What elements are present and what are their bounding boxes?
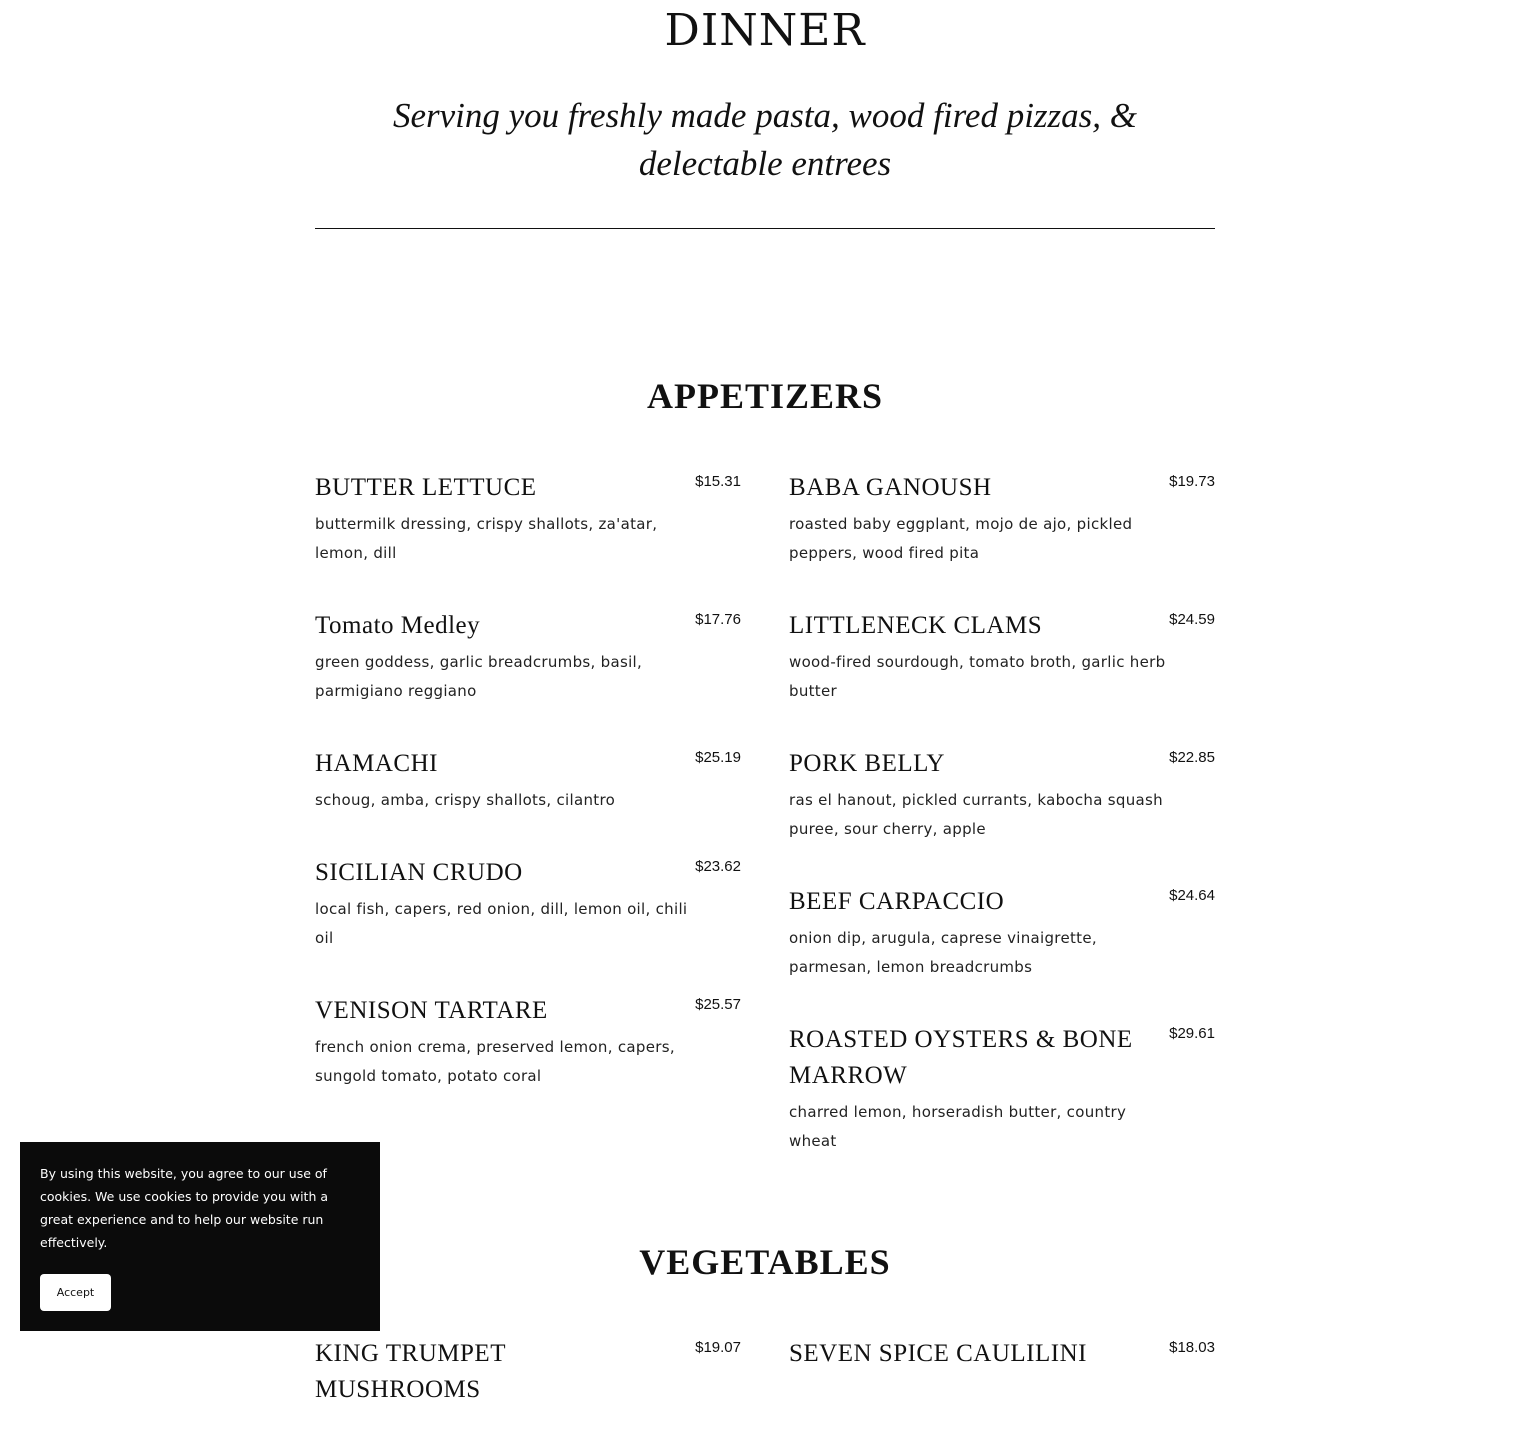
cookie-text: By using this website, you agree to our use of cookies. We use cookies to provide you with a great experience and to help our website run effectively. (40, 1166, 329, 1250)
menu-item (315, 468, 741, 568)
appetizers-heading: APPETIZERS (646, 376, 884, 416)
menu-item (315, 606, 741, 706)
item-price: $22.85 (1169, 749, 1215, 766)
item-name: VENISON TARTARE (315, 997, 548, 1024)
item-description: french onion crema, preserved lemon, capers, sungold tomato, potato coral (315, 1038, 675, 1085)
section-divider (315, 228, 1215, 229)
vegetables-right-column (789, 1334, 1215, 1410)
cookie-banner (20, 1142, 380, 1331)
item-name: SEVEN SPICE CAULILINI (789, 1340, 1087, 1367)
menu-item (789, 1334, 1215, 1372)
item-price: $25.19 (695, 749, 741, 766)
item-price: $24.64 (1169, 887, 1215, 904)
menu-item (315, 853, 741, 953)
item-name: ROASTED OYSTERS & BONE MARROW (789, 1026, 1133, 1089)
item-price: $19.07 (695, 1339, 741, 1356)
item-description: buttermilk dressing, crispy shallots, za'atar, lemon, dill (315, 515, 658, 562)
item-price: $17.76 (695, 611, 741, 628)
accept-cookies-button[interactable]: Accept (40, 1274, 111, 1311)
appetizers-right-column (789, 468, 1215, 1194)
item-name: HAMACHI (315, 750, 438, 777)
item-price: $29.61 (1169, 1025, 1215, 1042)
menu-item (789, 606, 1215, 706)
item-description: wood-fired sourdough, tomato broth, garlic herb butter (789, 653, 1166, 700)
item-description: local fish, capers, red onion, dill, lemon oil, chili oil (315, 900, 688, 947)
item-description: roasted baby eggplant, mojo de ajo, pickled peppers, wood fired pita (789, 515, 1133, 562)
menu-subtitle: Serving you freshly made pasta, wood fired pizzas, & delectable entrees (392, 96, 1138, 183)
item-price: $18.03 (1169, 1339, 1215, 1356)
item-description: green goddess, garlic breadcrumbs, basil, parmigiano reggiano (315, 653, 643, 700)
item-price: $19.73 (1169, 473, 1215, 490)
item-name: LITTLENECK CLAMS (789, 612, 1043, 639)
menu-item (315, 1334, 741, 1408)
menu-item (789, 882, 1215, 982)
appetizers-left-column (315, 468, 741, 1129)
item-name: Tomato Medley (315, 612, 481, 639)
menu-item (315, 744, 741, 815)
item-name: BUTTER LETTUCE (315, 474, 537, 501)
menu-item (315, 991, 741, 1091)
item-name: KING TRUMPET MUSHROOMS (315, 1340, 506, 1403)
item-description: onion dip, arugula, caprese vinaigrette, parmesan, lemon breadcrumbs (789, 929, 1097, 976)
menu-item (789, 744, 1215, 844)
menu-item (789, 468, 1215, 568)
item-name: SICILIAN CRUDO (315, 859, 523, 886)
menu-item (789, 1020, 1215, 1156)
item-description: charred lemon, horseradish butter, country wheat (789, 1103, 1127, 1150)
menu-title: DINNER (664, 5, 866, 56)
item-name: BABA GANOUSH (789, 474, 992, 501)
item-price: $15.31 (695, 473, 741, 490)
item-description: ras el hanout, pickled currants, kabocha squash puree, sour cherry, apple (789, 791, 1163, 838)
item-price: $23.62 (695, 858, 741, 875)
vegetables-left-column (315, 1334, 741, 1446)
item-name: BEEF CARPACCIO (789, 888, 1005, 915)
item-price: $24.59 (1169, 611, 1215, 628)
item-name: PORK BELLY (789, 750, 945, 777)
item-description: schoug, amba, crispy shallots, cilantro (315, 791, 616, 809)
vegetables-heading: VEGETABLES (639, 1242, 891, 1282)
item-price: $25.57 (695, 996, 741, 1013)
